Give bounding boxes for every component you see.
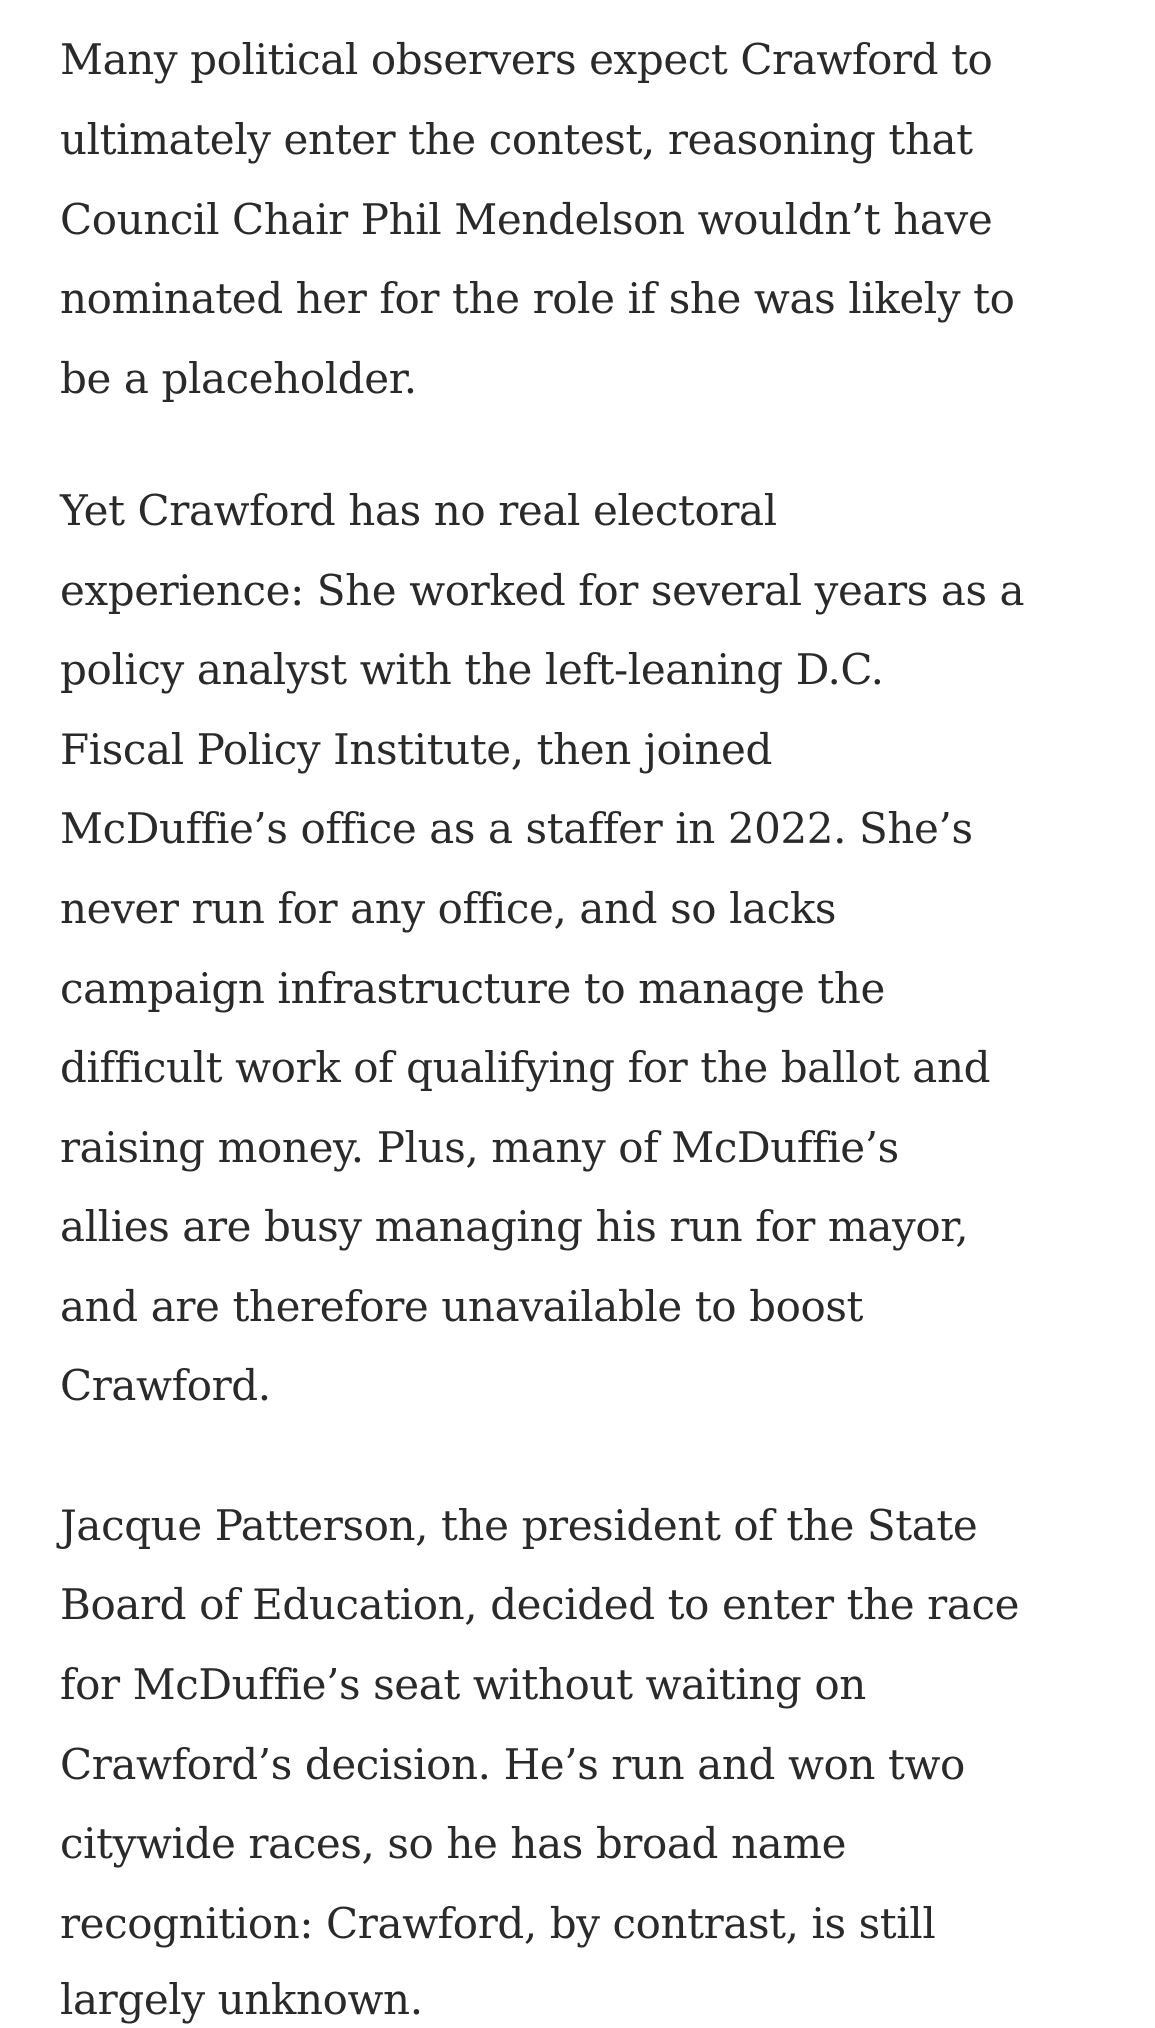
- text-line: nominated her for the role if she was likely to: [60, 274, 1015, 323]
- text-line: raising money. Plus, many of McDuffie’s: [60, 1123, 899, 1172]
- text-line: difficult work of qualifying for the ballot and: [60, 1043, 991, 1092]
- text-line: experience: She worked for several years as a: [60, 566, 1025, 615]
- text-line: Jacque Patterson, the president of the State: [60, 1501, 978, 1550]
- text-line: largely unknown.: [60, 1975, 423, 2024]
- text-line: for McDuffie’s seat without waiting on: [60, 1660, 866, 1709]
- text-line: be a placeholder.: [60, 354, 417, 403]
- text-line: Crawford’s decision. He’s run and won two: [60, 1740, 965, 1789]
- text-line: citywide races, so he has broad name: [60, 1819, 847, 1868]
- text-line: Fiscal Policy Institute, then joined: [60, 725, 772, 774]
- text-line: ultimately enter the contest, reasoning that: [60, 115, 973, 164]
- text-line: Crawford.: [60, 1361, 271, 1410]
- text-line: Many political observers expect Crawford to: [60, 35, 993, 84]
- text-line: campaign infrastructure to manage the: [60, 964, 886, 1013]
- text-line: and are therefore unavailable to boost: [60, 1282, 864, 1331]
- text-line: never run for any office, and so lacks: [60, 884, 837, 933]
- text-line: Board of Education, decided to enter the race: [60, 1580, 1020, 1629]
- text-line: policy analyst with the left-leaning D.C.: [60, 645, 884, 694]
- text-line: recognition: Crawford, by contrast, is still: [60, 1899, 936, 1948]
- text-line: Yet Crawford has no real electoral: [60, 486, 777, 535]
- text-line: McDuffie’s office as a staffer in 2022. She’s: [60, 804, 973, 853]
- text-line: Council Chair Phil Mendelson wouldn’t have: [60, 195, 993, 244]
- text-line: allies are busy managing his run for mayor,: [60, 1202, 969, 1251]
